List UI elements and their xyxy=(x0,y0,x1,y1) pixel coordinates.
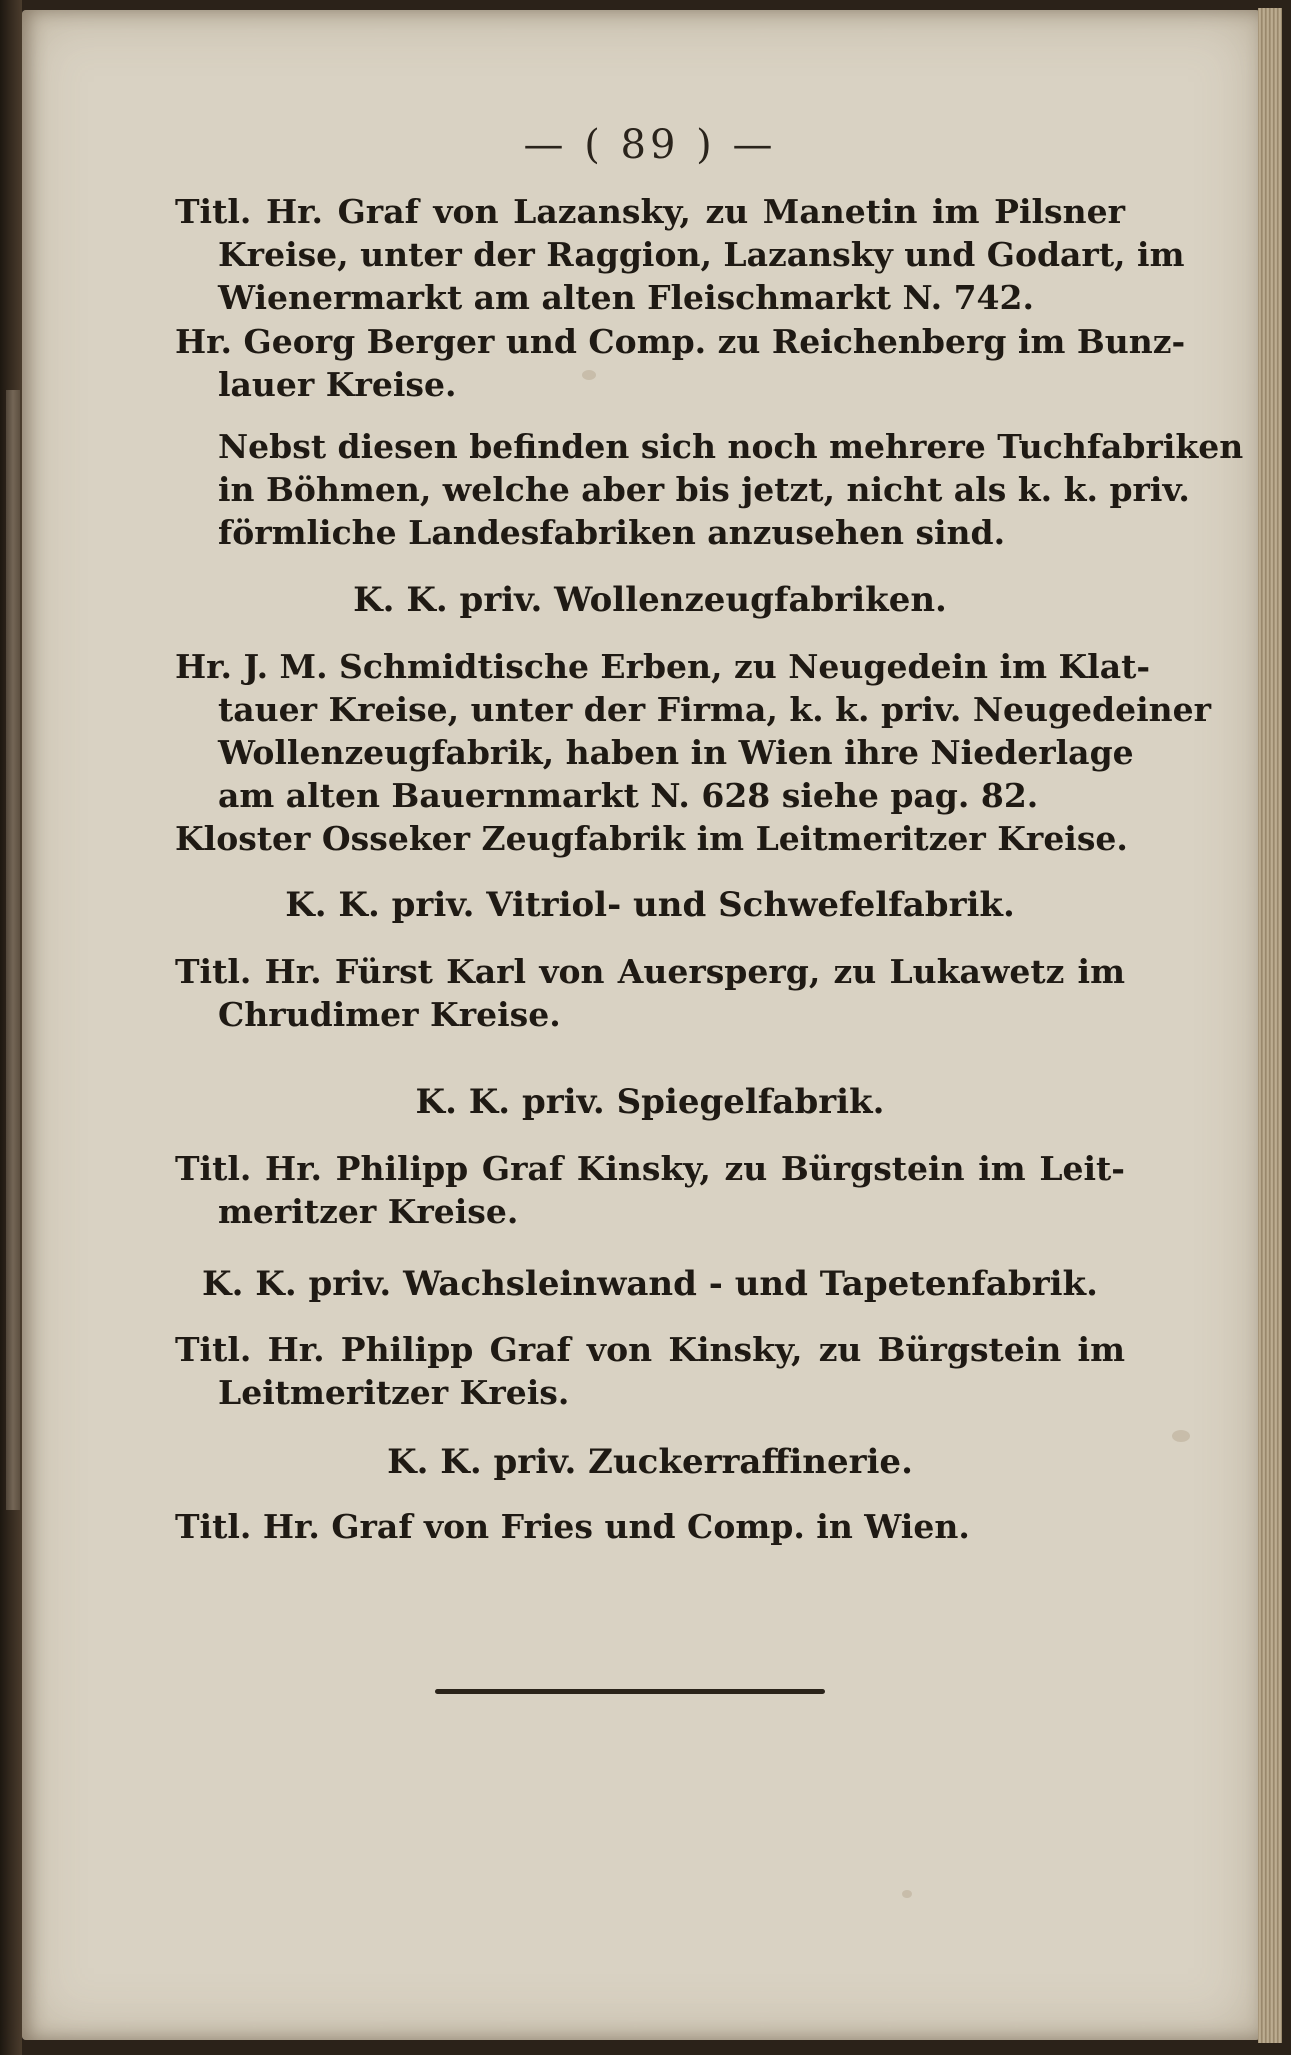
text-line: tauer Kreise, unter der Firma, k. k. priv. Neugedeiner xyxy=(218,690,1212,729)
text-line: Wienermarkt am alten Fleischmarkt N. 742. xyxy=(218,278,1034,317)
text-line: Hr. Georg Berger und Comp. zu Reichenberg im Bunz- xyxy=(175,322,1186,361)
text-line: Titl. Hr. Philipp Graf Kinsky, zu Bürgstein im Leit- xyxy=(175,1149,1125,1188)
paper-spot xyxy=(902,1890,912,1898)
text-line: Chrudimer Kreise. xyxy=(218,995,561,1034)
text-line: Leitmeritzer Kreis. xyxy=(218,1373,570,1412)
text-line: lauer Kreise. xyxy=(218,365,457,404)
text-line: Titl. Hr. Graf von Lazansky, zu Manetin im Pilsner xyxy=(175,192,1125,231)
paper-spot xyxy=(582,370,596,380)
text-line: förmliche Landesfabriken anzusehen sind. xyxy=(218,513,1006,552)
end-rule xyxy=(435,1689,825,1694)
text-line: meritzer Kreise. xyxy=(218,1192,519,1231)
text-line: in Böhmen, welche aber bis jetzt, nicht als k. k. priv. xyxy=(218,470,1190,509)
binding-thread xyxy=(6,390,20,1510)
text-line: am alten Bauernmarkt N. 628 siehe pag. 82. xyxy=(218,776,1039,815)
text-line: Hr. J. M. Schmidtische Erben, zu Neugedein im Klat- xyxy=(175,647,1151,686)
paper-spot xyxy=(1172,1430,1190,1442)
page-edges xyxy=(1258,8,1282,2043)
section-heading: K. K. priv. Vitriol- und Schwefelfabrik. xyxy=(285,885,1015,925)
section-heading: K. K. priv. Wollenzeugfabriken. xyxy=(353,580,947,620)
section-heading: K. K. priv. Zuckerraffinerie. xyxy=(387,1442,913,1482)
text-line: Titl. Hr. Philipp Graf von Kinsky, zu Bürgstein im xyxy=(175,1330,1125,1369)
text-line: Kreise, unter der Raggion, Lazansky und Godart, im xyxy=(218,235,1185,274)
text-line: Titl. Hr. Graf von Fries und Comp. in Wien. xyxy=(175,1507,970,1546)
text-line: Nebst diesen befinden sich noch mehrere Tuchfabriken xyxy=(218,427,1244,466)
page-number: — ( 89 ) — xyxy=(523,122,777,168)
text-line: Wollenzeugfabrik, haben in Wien ihre Niederlage xyxy=(218,733,1134,772)
section-heading: K. K. priv. Wachsleinwand - und Tapetenfabrik. xyxy=(202,1264,1098,1304)
text-line: Titl. Hr. Fürst Karl von Auersperg, zu Lukawetz im xyxy=(175,952,1125,991)
section-heading: K. K. priv. Spiegelfabrik. xyxy=(415,1082,885,1122)
text-line: Kloster Osseker Zeugfabrik im Leitmeritzer Kreise. xyxy=(175,819,1128,858)
